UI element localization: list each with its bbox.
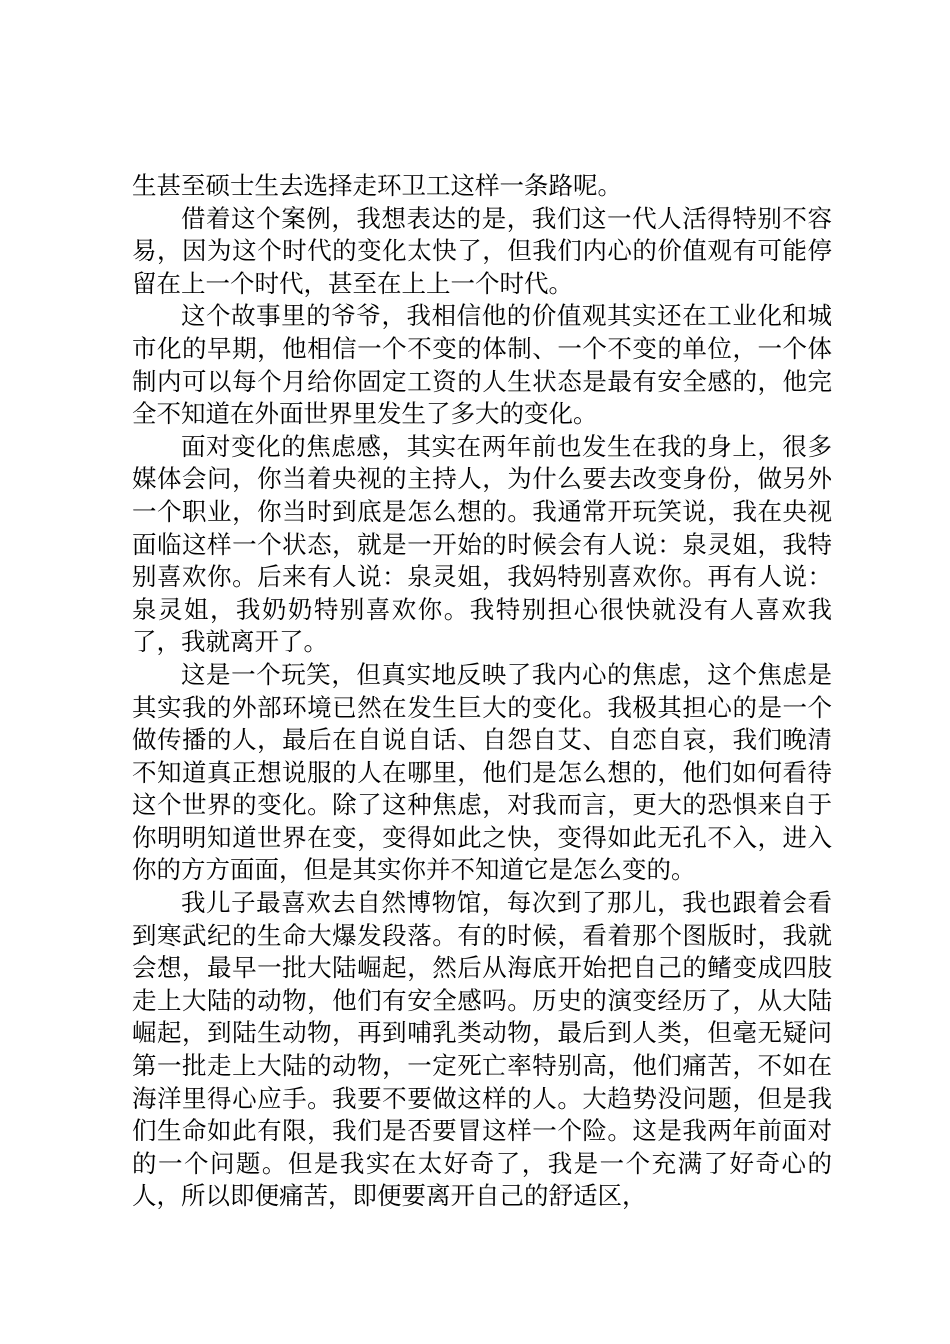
paragraph-6: 我儿子最喜欢去自然博物馆，每次到了那儿，我也跟着会看到寒武纪的生命大爆发段落。有的时候，看着那个图版时，我就会想，最早一批大陆崛起，然后从海底开始把自己的鳍变成四肢走上大陆的动物，他们有安全感吗。历史的演变经历了，从大陆崛起，到陆生动物，再到哺乳类动物，最后到人类，但毫无疑问第一批走上大陆的动物，一定死亡率特别高，他们痛苦，不如在海洋里得心应手。我要不要做这样的人。大趋势没问题，但是我们生命如此有限，我们是否要冒这样一个险。这是我两年前面对的一个问题。但是我实在太好奇了，我是一个充满了好奇心的人，所以即便痛苦，即便要离开自己的舒适区， [132, 888, 832, 1211]
paragraph-1: 生甚至硕士生去选择走环卫工这样一条路呢。 [132, 171, 622, 200]
paragraph-2: 借着这个案例，我想表达的是，我们这一代人活得特别不容易，因为这个时代的变化太快了，但我们内心的价值观有可能停留在上一个时代，甚至在上上一个时代。 [132, 203, 832, 298]
paragraph-5: 这是一个玩笑，但真实地反映了我内心的焦虑，这个焦虑是其实我的外部环境已然在发生巨大的变化。我极其担心的是一个做传播的人，最后在自说自话、自怨自艾、自恋自哀，我们晚清不知道真正想说服的人在哪里，他们是怎么想的，他们如何看待这个世界的变化。除了这种焦虑，对我而言，更大的恐惧来自于你明明知道世界在变，变得如此之快，变得如此无孔不入，进入你的方方面面，但是其实你并不知道它是怎么变的。 [132, 659, 832, 885]
paragraph-3: 这个故事里的爷爷，我相信他的价值观其实还在工业化和城市化的早期，他相信一个不变的体制、一个不变的单位，一个体制内可以每个月给你固定工资的人生状态是最有安全感的，他完全不知道在外面世界里发生了多大的变化。 [132, 301, 832, 429]
document-page [132, 170, 832, 1213]
paragraph-4: 面对变化的焦虑感，其实在两年前也发生在我的身上，很多媒体会问，你当着央视的主持人，为什么要去改变身份，做另外一个职业，你当时到底是怎么想的。我通常开玩笑说，我在央视面临这样一个状态，就是一开始的时候会有人说：泉灵姐，我特别喜欢你。后来有人说：泉灵姐，我妈特别喜欢你。再有人说：泉灵姐，我奶奶特别喜欢你。我特别担心很快就没有人喜欢我了，我就离开了。 [132, 431, 832, 657]
